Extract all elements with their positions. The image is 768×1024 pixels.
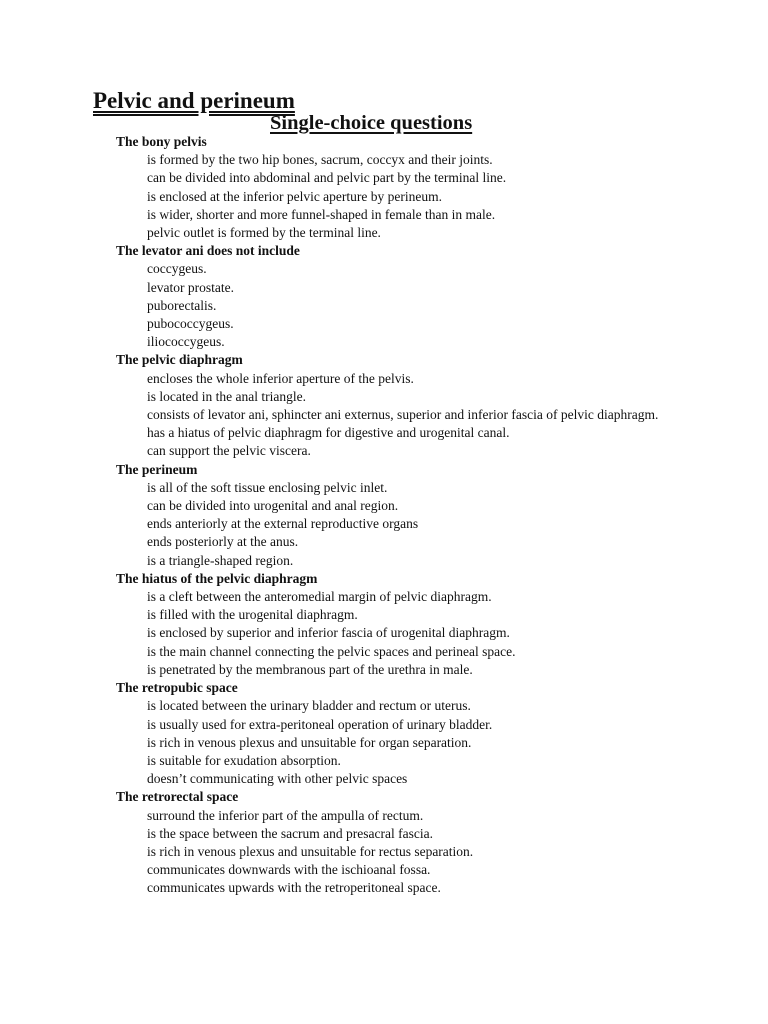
question-stem: The retrorectal space bbox=[116, 789, 239, 805]
answer-option: ends posteriorly at the anus. bbox=[147, 534, 299, 550]
question-stem: The hiatus of the pelvic diaphragm bbox=[116, 570, 318, 586]
answer-option: can support the pelvic viscera. bbox=[147, 443, 311, 459]
answer-option: is penetrated by the membranous part of the urethra in male. bbox=[147, 661, 473, 677]
answer-option: is enclosed by superior and inferior fascia of urogenital diaphragm. bbox=[147, 625, 510, 641]
question-stem: The retropubic space bbox=[116, 680, 238, 696]
answer-option: is usually used for extra-peritoneal operation of urinary bladder. bbox=[147, 716, 493, 732]
answer-options bbox=[0, 479, 768, 570]
question-stem: The bony pelvis bbox=[116, 134, 207, 149]
answer-option: levator prostate. bbox=[147, 279, 234, 295]
answer-option: surround the inferior part of the ampulla of rectum. bbox=[147, 807, 424, 823]
answer-option: has a hiatus of pelvic diaphragm for digestive and urogenital canal. bbox=[147, 425, 510, 441]
answer-option: coccygeus. bbox=[147, 261, 207, 277]
answer-option: doesn’t communicating with other pelvic spaces bbox=[147, 771, 408, 787]
question-block bbox=[0, 570, 768, 679]
answer-options bbox=[0, 370, 768, 461]
answer-option: is a cleft between the anteromedial margin of pelvic diaphragm. bbox=[147, 589, 492, 605]
answer-option: iliococcygeus. bbox=[147, 334, 225, 350]
answer-option: is the space between the sacrum and presacral fascia. bbox=[147, 825, 433, 841]
answer-option: ends anteriorly at the external reproductive organs bbox=[147, 516, 419, 532]
answer-option: is rich in venous plexus and unsuitable for organ separation. bbox=[147, 734, 472, 750]
question-stem: The levator ani does not include bbox=[116, 243, 300, 259]
question-list bbox=[0, 133, 768, 898]
question-block bbox=[0, 461, 768, 570]
answer-option: is suitable for exudation absorption. bbox=[147, 752, 341, 768]
question-block bbox=[0, 242, 768, 351]
answer-option: is the main channel connecting the pelvic spaces and perineal space. bbox=[147, 643, 516, 659]
answer-options bbox=[0, 697, 768, 788]
question-block bbox=[0, 133, 768, 242]
answer-option: is formed by the two hip bones, sacrum, coccyx and their joints. bbox=[147, 152, 493, 168]
document-title: Pelvic and perineum bbox=[93, 88, 295, 113]
answer-option: communicates upwards with the retroperitoneal space. bbox=[147, 880, 441, 896]
answer-option: can be divided into abdominal and pelvic part by the terminal line. bbox=[147, 170, 507, 186]
answer-option: communicates downwards with the ischioanal fossa. bbox=[147, 862, 431, 878]
answer-option: puborectalis. bbox=[147, 297, 217, 313]
answer-option: is located between the urinary bladder and rectum or uterus. bbox=[147, 698, 471, 714]
document-subtitle: Single-choice questions bbox=[270, 112, 473, 134]
answer-option: is a triangle-shaped region. bbox=[147, 552, 294, 568]
question-stem: The perineum bbox=[116, 461, 198, 477]
answer-option: is filled with the urogenital diaphragm. bbox=[147, 607, 358, 623]
answer-option: is wider, shorter and more funnel-shaped in female than in male. bbox=[147, 206, 496, 222]
answer-option: is all of the soft tissue enclosing pelvic inlet. bbox=[147, 479, 388, 495]
answer-option: pubococcygeus. bbox=[147, 316, 234, 332]
question-block bbox=[0, 351, 768, 460]
question-block bbox=[0, 679, 768, 788]
question-block bbox=[0, 788, 768, 897]
answer-options bbox=[0, 260, 768, 351]
question-stem: The pelvic diaphragm bbox=[116, 352, 243, 368]
answer-options bbox=[0, 588, 768, 679]
answer-option: consists of levator ani, sphincter ani externus, superior and inferior fascia of pelvic diaphragm. bbox=[147, 407, 659, 423]
answer-options bbox=[0, 807, 768, 898]
answer-option: pelvic outlet is formed by the terminal line. bbox=[147, 225, 381, 241]
answer-option: is enclosed at the inferior pelvic aperture by perineum. bbox=[147, 188, 443, 204]
answer-options bbox=[0, 151, 768, 242]
answer-option: encloses the whole inferior aperture of the pelvis. bbox=[147, 370, 414, 386]
answer-option: is rich in venous plexus and unsuitable for rectus separation. bbox=[147, 843, 474, 859]
answer-option: can be divided into urogenital and anal region. bbox=[147, 498, 399, 514]
answer-option: is located in the anal triangle. bbox=[147, 388, 306, 404]
